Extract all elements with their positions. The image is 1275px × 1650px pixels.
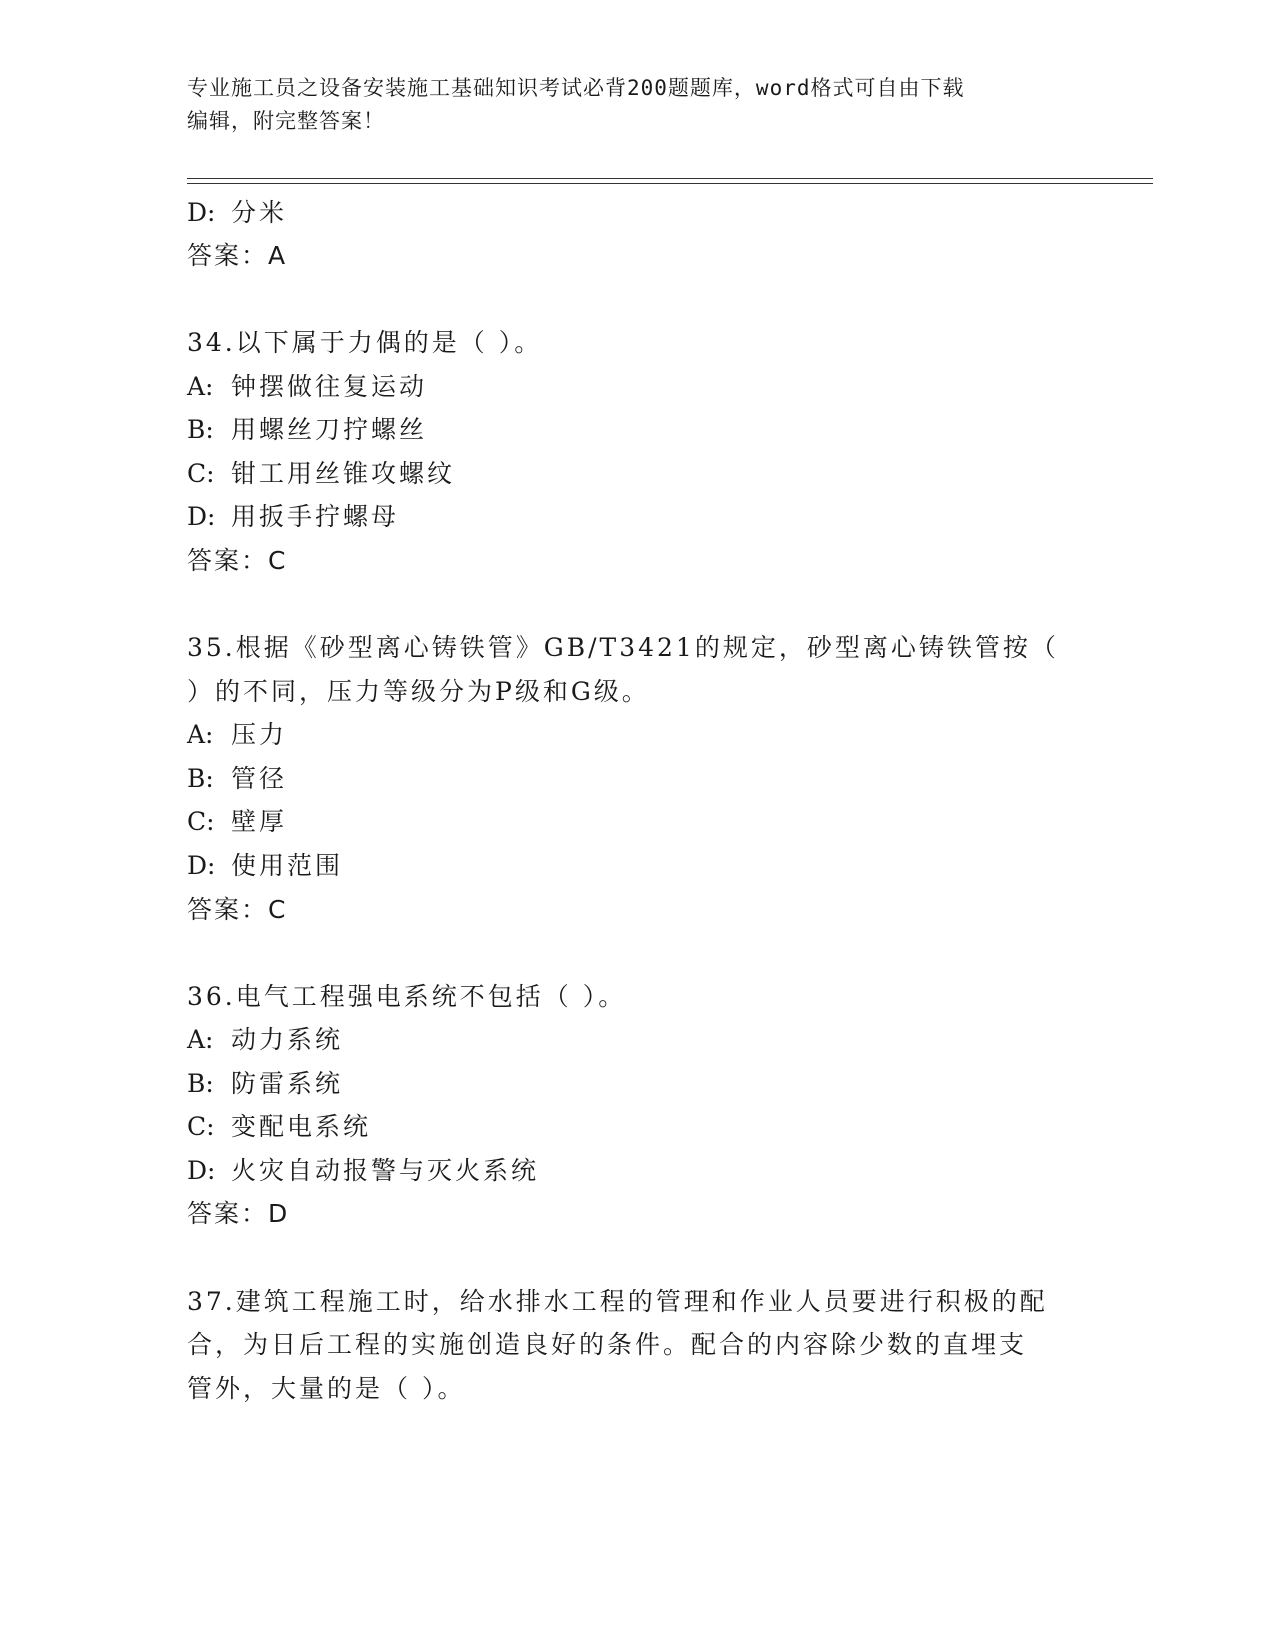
option-letter: C:: [187, 807, 215, 836]
q36-stem: 36.电气工程强电系统不包括（ ）。: [187, 982, 627, 1011]
option-text: 钳工用丝锥攻螺纹: [231, 459, 456, 488]
option-letter: B:: [187, 764, 214, 793]
option-letter: C:: [187, 459, 215, 488]
option-text: 钟摆做往复运动: [231, 372, 428, 401]
q36-option-d: [187, 1151, 539, 1187]
q36-answer: 答案：D: [187, 1199, 290, 1228]
option-text: 变配电系统: [231, 1112, 372, 1141]
q35-option-d: [187, 846, 343, 882]
q34-option-c: [187, 454, 455, 490]
header-divider-bottom: [187, 183, 1153, 184]
q35-answer: 答案：C: [187, 895, 288, 924]
q35-option-c: [187, 802, 287, 838]
q37-stem-line-3: 管外，大量的是（ ）。: [187, 1374, 466, 1403]
q34-answer: 答案：C: [187, 546, 288, 575]
option-text: 分米: [231, 198, 288, 227]
option-letter: B:: [187, 1069, 214, 1098]
option-letter: D:: [187, 502, 216, 531]
option-text: 用扳手拧螺母: [231, 502, 400, 531]
option-text: 管径: [231, 764, 288, 793]
q35-stem-line-1: 35.根据《砂型离心铸铁管》GB/T3421的规定，砂型离心铸铁管按（: [187, 633, 1059, 662]
document-header: [187, 72, 1087, 138]
option-letter: A:: [187, 372, 214, 401]
option-text: 壁厚: [231, 807, 288, 836]
option-letter: C:: [187, 1112, 215, 1141]
q34-option-b: [187, 410, 427, 446]
q36-option-c: [187, 1107, 371, 1143]
q35-option-b: [187, 759, 287, 795]
header-title-line-2: 编辑，附完整答案！: [187, 109, 385, 133]
q35-stem-line-2: ）的不同，压力等级分为P级和G级。: [187, 677, 650, 706]
option-letter: B:: [187, 415, 214, 444]
option-letter: D:: [187, 198, 216, 227]
option-text: 使用范围: [231, 851, 344, 880]
q37-stem-line-1: 37.建筑工程施工时，给水排水工程的管理和作业人员要进行积极的配: [187, 1287, 1048, 1316]
q36-option-a: [187, 1020, 343, 1056]
header-divider-top: [187, 178, 1153, 179]
q37-stem-line-2: 合，为日后工程的实施创造良好的条件。配合的内容除少数的直埋支: [187, 1330, 1028, 1359]
q33-answer: 答案：A: [187, 241, 288, 270]
q34-option-d: [187, 497, 399, 533]
option-text: 防雷系统: [231, 1069, 344, 1098]
option-text: 用螺丝刀拧螺丝: [231, 415, 428, 444]
option-text: 动力系统: [231, 1025, 344, 1054]
option-text: 压力: [231, 720, 288, 749]
option-letter: D:: [187, 1156, 216, 1185]
header-title-line-1: 专业施工员之设备安装施工基础知识考试必背200题题库，word格式可自由下载: [187, 76, 965, 100]
option-letter: A:: [187, 1025, 214, 1054]
option-letter: D:: [187, 851, 216, 880]
q36-option-b: [187, 1064, 343, 1100]
option-text: 火灾自动报警与灭火系统: [231, 1156, 540, 1185]
q34-stem: 34.以下属于力偶的是（ ）。: [187, 328, 543, 357]
option-letter: A:: [187, 720, 214, 749]
q33-option-d: [187, 193, 287, 229]
q34-option-a: [187, 367, 427, 403]
q35-option-a: [187, 715, 287, 751]
